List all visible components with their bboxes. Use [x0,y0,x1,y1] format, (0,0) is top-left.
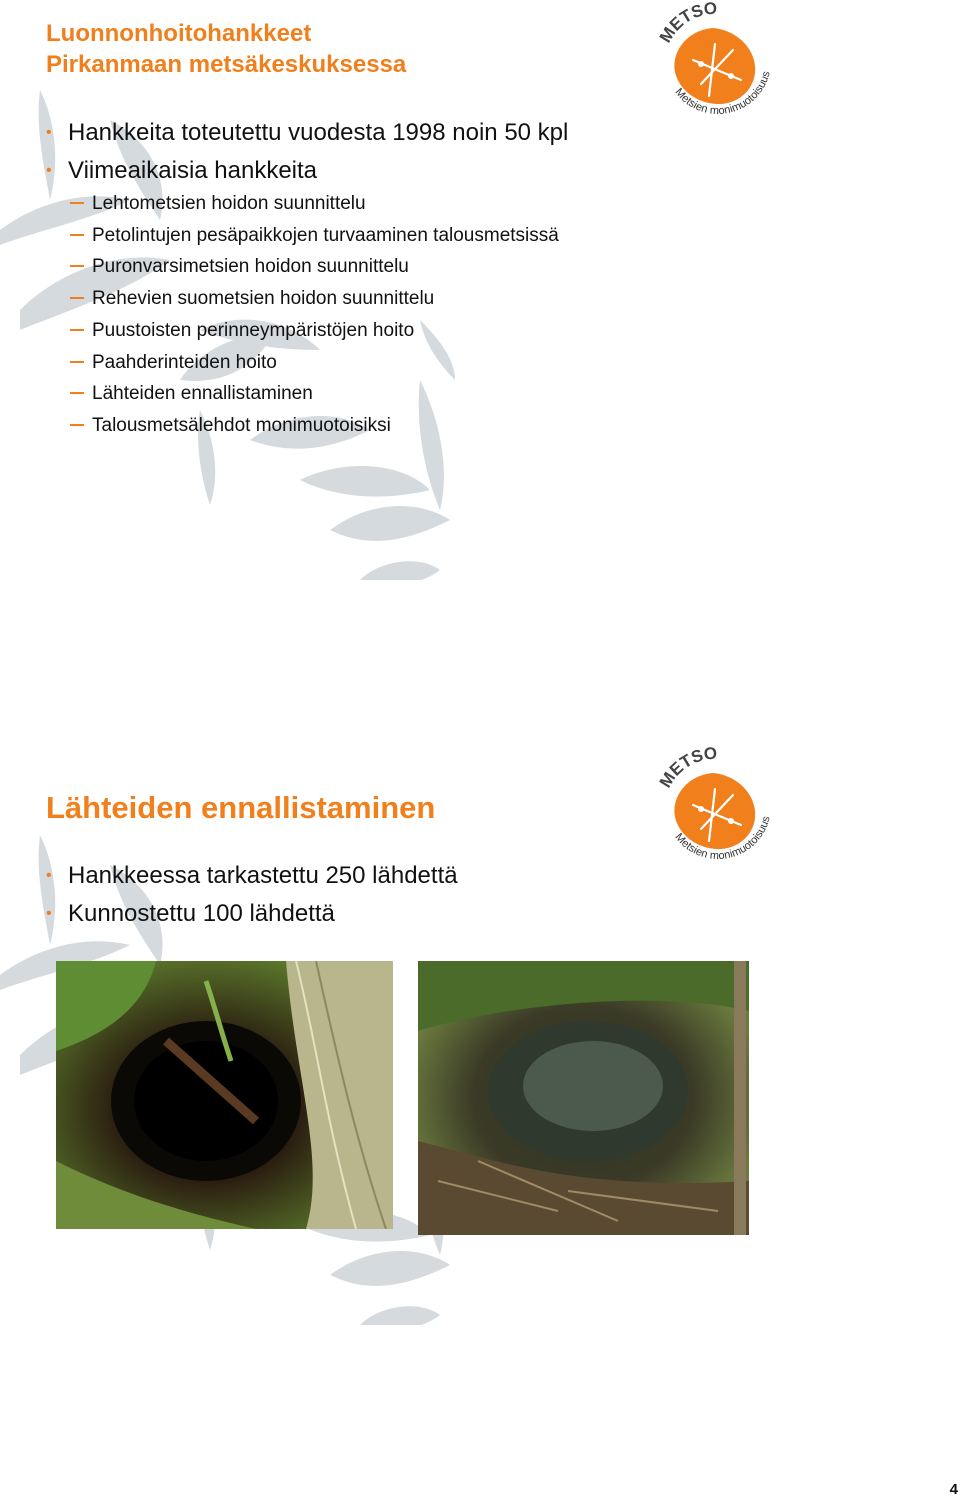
bullet-icon: • [46,905,52,922]
list-item [46,895,458,933]
logo-top-text: METSO [655,745,718,791]
page-number: 4 [949,1481,958,1498]
logo-top-text: METSO [655,0,718,46]
sub-item-text: Rehevien suometsien hoidon suunnittelu [92,288,435,310]
dash-icon [70,234,84,236]
sub-item-text: Paahderinteiden hoito [92,351,277,373]
slide-1-sub-list [70,188,559,442]
dash-icon [70,202,84,204]
logo-ring-text: Metsien monimuotoisuus [672,69,773,118]
dash-icon [70,361,84,363]
sub-list-item [70,220,559,252]
slide-2-title: Lähteiden ennallistaminen [46,790,436,825]
slide-2 [0,745,960,1365]
spring-well-photo [56,961,393,1229]
sub-list-item [70,378,559,410]
list-item [46,857,458,895]
bullet-text: Viimeaikaisia hankkeita [68,157,318,184]
logo-ring-text: Metsien monimuotoisuus [672,814,773,863]
list-item [46,114,568,152]
sub-item-text: Petolintujen pesäpaikkojen turvaaminen talousmetsissä [92,224,559,246]
sub-list-item [70,283,559,315]
slide-1-title [46,18,406,80]
metso-logo [653,745,773,865]
slide-1 [0,0,960,600]
slide-1-bullet-list [46,114,568,190]
dash-icon [70,329,84,331]
slide-1-title-line-1: Luonnonhoitohankkeet [46,20,312,47]
sub-item-text: Lehtometsien hoidon suunnittelu [92,193,366,214]
sub-item-text: Lähteiden ennallistaminen [92,383,313,405]
dash-icon [70,265,84,267]
bullet-icon: • [46,124,52,141]
sub-list-item [70,251,559,283]
sub-item-text: Talousmetsälehdot monimuotoisiksi [92,414,391,436]
sub-list-item [70,188,559,220]
bullet-icon: • [46,867,52,884]
bullet-text: Kunnostettu 100 lähdettä [68,900,335,927]
sub-item-text: Puustoisten perinneympäristöjen hoito [92,319,415,341]
restored-spring-photo [418,961,749,1235]
list-item [46,152,568,190]
dash-icon [70,424,84,426]
sub-list-item [70,410,559,442]
dash-icon [70,297,84,299]
sub-list-item [70,347,559,379]
slide-1-title-line-2: Pirkanmaan metsäkeskuksessa [46,51,407,78]
bullet-text: Hankkeita toteutettu vuodesta 1998 noin 50 kpl [68,119,569,146]
bullet-icon: • [46,162,52,179]
metso-logo [653,0,773,120]
sub-list-item [70,315,559,347]
dash-icon [70,392,84,394]
sub-item-text: Puronvarsimetsien hoidon suunnittelu [92,256,409,278]
slide-2-bullet-list [46,857,458,933]
bullet-text: Hankkeessa tarkastettu 250 lähdettä [68,862,458,889]
